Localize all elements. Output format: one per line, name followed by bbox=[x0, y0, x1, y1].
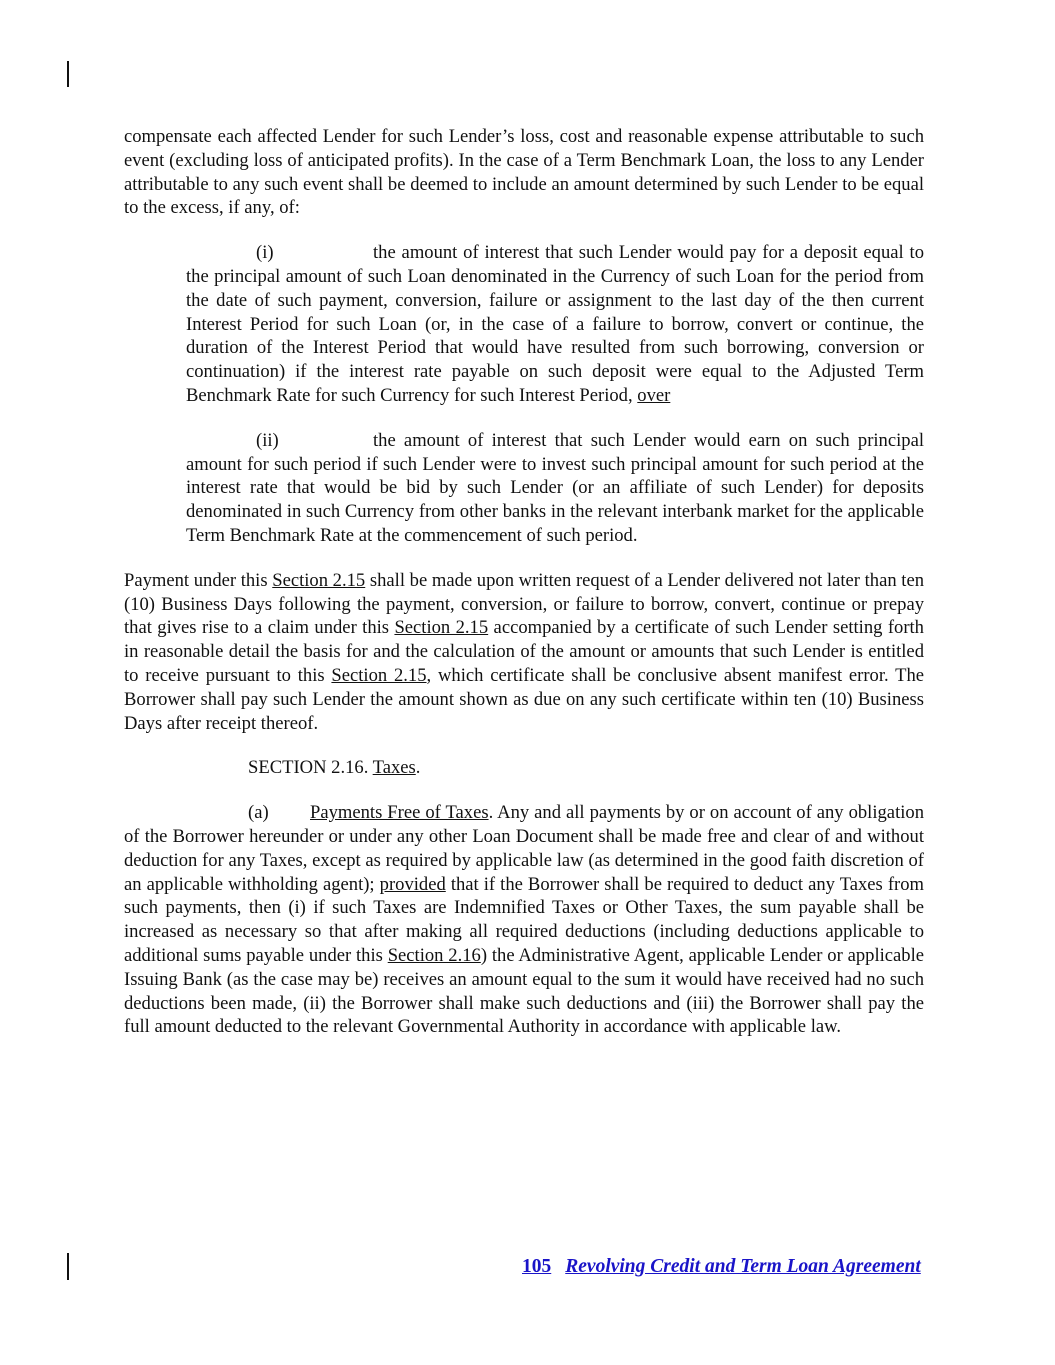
document-title: Revolving Credit and Term Loan Agreement bbox=[565, 1256, 921, 1277]
clause-ii-text: the amount of interest that such Lender would earn on such principal amount for such period if such Lender were to invest such principal amount for such period at the interest rate that would be bid by such Lender (or an affiliate of such Lender) for deposits denominated in such Currency from other banks in the relevant interbank market for the applicable Term Benchmark Rate at the commencement of such period. bbox=[186, 429, 924, 546]
page-footer bbox=[522, 1256, 921, 1278]
text: shall be made upon written request of a Lender delivered not later than ten (10) Business Days following the payment, conversion, or failure to borrow, convert, continue or prepay that gives rise to a claim under this bbox=[124, 569, 925, 639]
section-ref-link[interactable]: Section 2.16 bbox=[387, 944, 481, 966]
section-heading bbox=[248, 756, 924, 780]
text: ) the Administrative Agent, applicable Lender or applicable Issuing Bank (as the case may be) receives an amount equal to the sum it would have received had no such deductions been made, (ii) the Borrower shall make such deductions and (iii) the Borrower shall pay the full amount deducted to the relevant Governmental Authority in accordance with applicable law. bbox=[124, 944, 924, 1038]
text: Payment under this bbox=[124, 569, 273, 591]
clause-ii bbox=[186, 429, 924, 548]
paragraph-compensation: compensate each affected Lender for such Lender’s loss, cost and reasonable expense attributable to such event (excluding loss of anticipated profits). In the case of a Term Benchmark Loan, the loss to any Lender attributable to any such event shall be deemed to include an amount determined by such Lender to be equal to the excess, if any, of: bbox=[124, 126, 924, 219]
paragraph-payment bbox=[124, 569, 924, 736]
clause-i-text: the amount of interest that such Lender would pay for a deposit equal to the principal amount of such Loan denominated in the Currency of such Loan for the period from the date of such payment, conversion, failure or assignment to the last day of the then current Interest Period for such Loan (or, in the case of a failure to borrow, convert or continue, the duration of the Interest Period that would have resulted from such borrowing, conversion or continuation) if the interest rate payable on such deposit were equal to the Adjusted Term Benchmark Rate for such Currency for such Interest Period, bbox=[186, 242, 924, 406]
clause-i-over: over bbox=[637, 384, 671, 406]
text: . Any and all payments by or on account of any obligation of the Borrower hereunder or under any other Loan Document shall be made free and clear of and without deduction for any Taxes, except as required by applicable law (as determined in the good faith discretion of an applicable withholding agent); bbox=[124, 802, 924, 895]
text: accompanied by a certificate of such Lender setting forth in reasonable detail the basis for and the calculation of the amount or amounts that such Lender is entitled to receive pursuant to this bbox=[124, 617, 924, 686]
paragraph-taxes-a bbox=[124, 801, 924, 1039]
provided-term: provided bbox=[379, 873, 446, 895]
section-ref-link[interactable]: Section 2.15 bbox=[331, 664, 427, 686]
clause-i-label: (i) bbox=[256, 242, 274, 264]
text: , which certificate shall be conclusive absent manifest error. The Borrower shall pay such Lender the amount shown as due on any such certificate within ten (10) Business Days after receipt thereof. bbox=[124, 664, 925, 734]
clause-ii-label: (ii) bbox=[256, 429, 279, 451]
section-ref-link[interactable]: Section 2.15 bbox=[272, 569, 366, 591]
para-a-label: (a) bbox=[248, 802, 269, 824]
clause-i bbox=[186, 241, 924, 408]
text: . bbox=[415, 757, 421, 779]
section-ref-link[interactable]: Section 2.15 bbox=[394, 617, 489, 639]
text: that if the Borrower shall be required to deduct any Taxes from such payments, then (i) if such Taxes are Indemnified Taxes or Other Taxes, the sum payable shall be increased as necessary so that after making all required deductions (including deductions applicable to additional sums payable under this bbox=[124, 873, 924, 966]
document-page bbox=[124, 125, 924, 1039]
change-bar-bottom bbox=[67, 1253, 69, 1280]
section-number: SECTION 2.16. bbox=[248, 757, 373, 779]
page-number: 105 bbox=[522, 1256, 552, 1277]
para-a-heading: Payments Free of Taxes bbox=[310, 802, 489, 824]
section-title: Taxes bbox=[372, 757, 416, 779]
change-bar-top bbox=[67, 61, 69, 87]
